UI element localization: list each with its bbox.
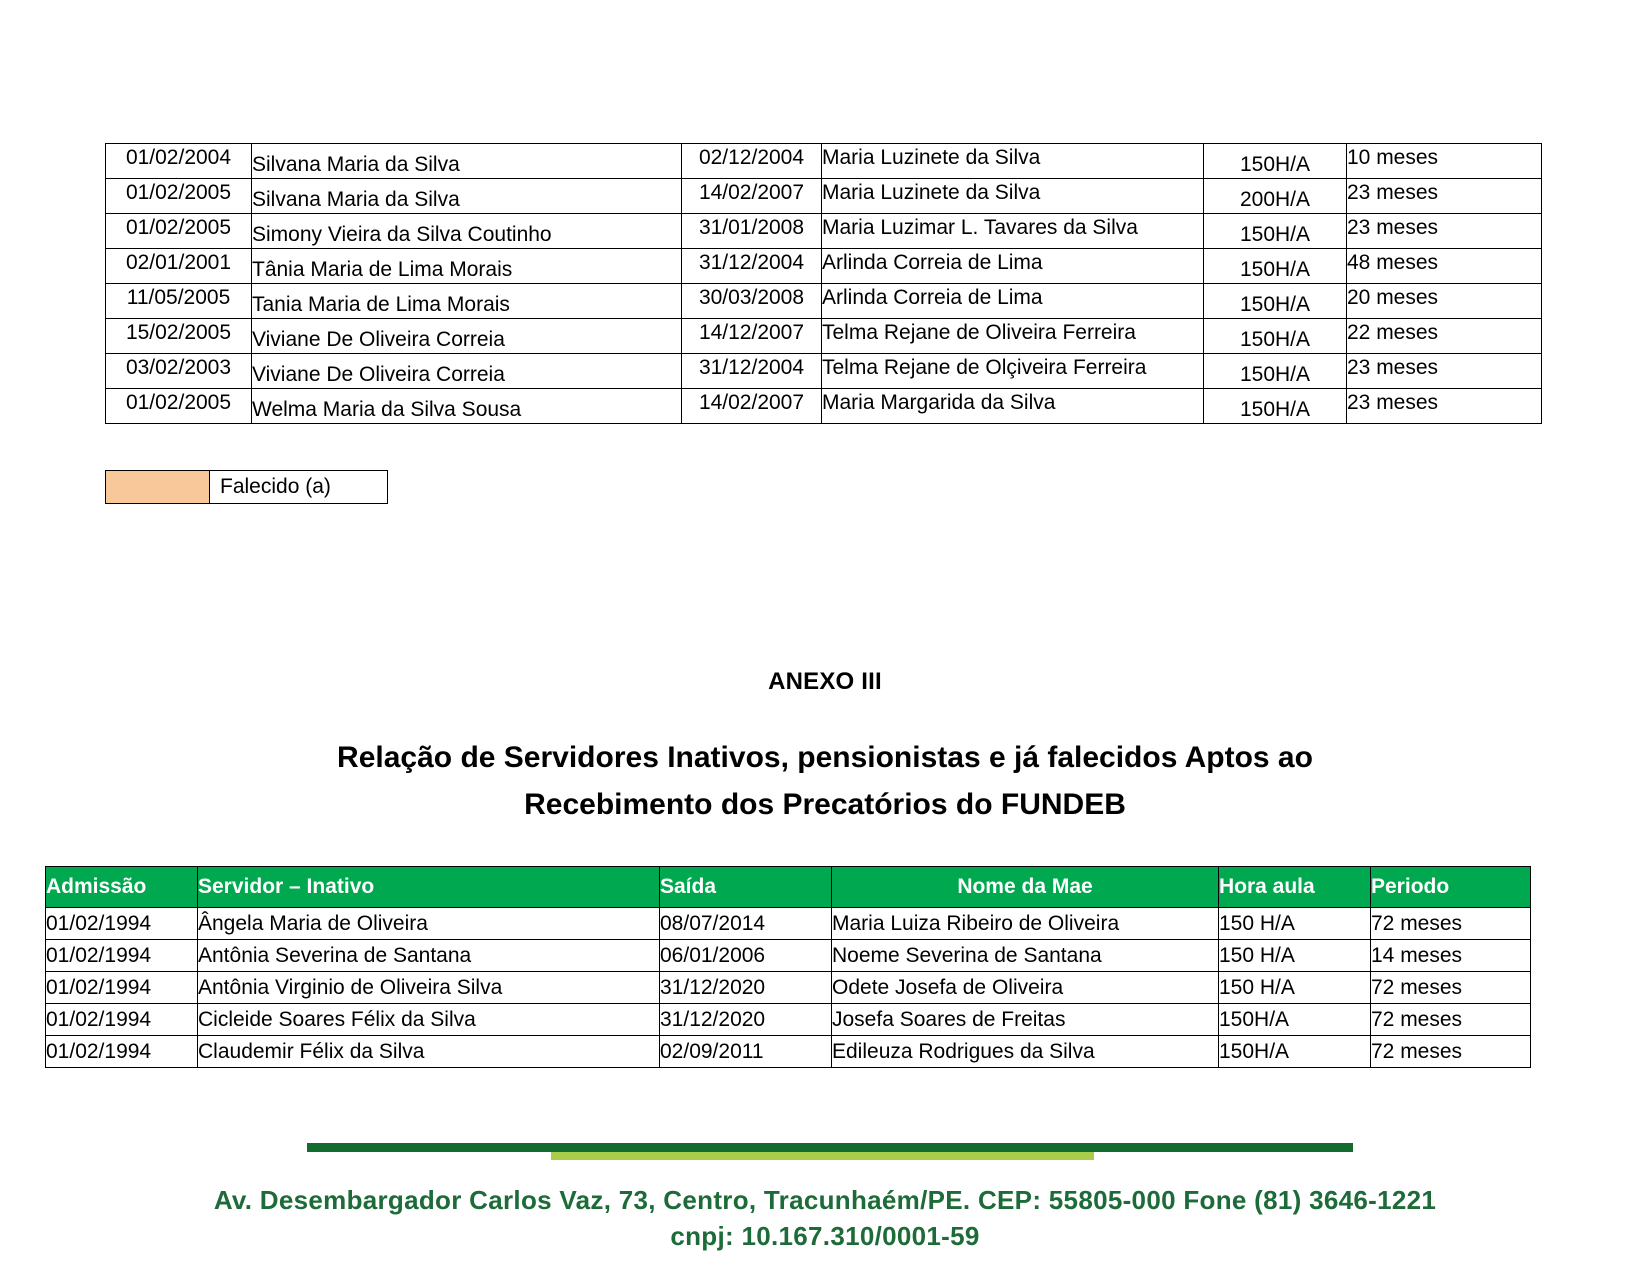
cell-servidor: Ângela Maria de Oliveira [198, 908, 660, 940]
cell-saida: 06/01/2006 [660, 940, 832, 972]
table-row [46, 940, 1531, 972]
cell-periodo: 22 meses [1347, 319, 1542, 354]
cell-admissao: 01/02/1994 [46, 972, 198, 1004]
table-top [105, 143, 1542, 424]
cell-admissao: 02/01/2001 [106, 249, 252, 284]
cell-hora-aula: 150H/A [1204, 389, 1347, 424]
cell-admissao: 01/02/1994 [46, 908, 198, 940]
footer-address: Av. Desembargador Carlos Vaz, 73, Centro, Tracunhaém/PE. CEP: 55805-000 Fone (81) 3646-1221 [213, 1185, 1437, 1215]
column-header-nome-da-mae: Nome da Mae [832, 867, 1219, 908]
cell-mae: Arlinda Correia de Lima [822, 284, 1204, 319]
cell-hora-aula: 150 H/A [1219, 972, 1371, 1004]
cell-hora-aula: 150H/A [1204, 319, 1347, 354]
cell-periodo: 14 meses [1371, 940, 1531, 972]
cell-hora-aula: 150H/A [1219, 1004, 1371, 1036]
cell-mae: Edileuza Rodrigues da Silva [832, 1036, 1219, 1068]
cell-servidor: Silvana Maria da Silva [252, 144, 682, 179]
cell-saida: 31/12/2004 [682, 354, 822, 389]
cell-periodo: 72 meses [1371, 1036, 1531, 1068]
footer-cnpj: cnpj: 10.167.310/0001-59 [670, 1221, 980, 1251]
cell-hora-aula: 150H/A [1204, 284, 1347, 319]
cell-admissao: 01/02/1994 [46, 940, 198, 972]
cell-admissao: 01/02/1994 [46, 1036, 198, 1068]
servidores-continuation-table [105, 143, 1541, 424]
cell-mae: Odete Josefa de Oliveira [832, 972, 1219, 1004]
table-row [106, 179, 1542, 214]
header-row [46, 867, 1531, 908]
legend-falecido [105, 470, 388, 504]
column-header-saida: Saída [660, 867, 832, 908]
table-bottom-body [46, 908, 1531, 1068]
cell-hora-aula: 150H/A [1219, 1036, 1371, 1068]
column-header-periodo: Periodo [1371, 867, 1531, 908]
cell-servidor: Viviane De Oliveira Correia [252, 354, 682, 389]
footer-bar-light [551, 1152, 1094, 1160]
table-bottom [45, 866, 1531, 1068]
cell-mae: Josefa Soares de Freitas [832, 1004, 1219, 1036]
cell-admissao: 01/02/2005 [106, 179, 252, 214]
cell-hora-aula: 150 H/A [1219, 940, 1371, 972]
table-row [46, 1036, 1531, 1068]
table-row [46, 908, 1531, 940]
legend-color-swatch [106, 471, 210, 503]
cell-mae: Noeme Severina de Santana [832, 940, 1219, 972]
cell-saida: 31/12/2020 [660, 972, 832, 1004]
cell-saida: 02/09/2011 [660, 1036, 832, 1068]
cell-periodo: 72 meses [1371, 908, 1531, 940]
cell-saida: 14/12/2007 [682, 319, 822, 354]
column-header-servidor-inativo: Servidor – Inativo [198, 867, 660, 908]
table-bottom-header [46, 867, 1531, 908]
cell-periodo: 23 meses [1347, 389, 1542, 424]
page-title-anexo: ANEXO III [768, 668, 882, 695]
cell-servidor: Simony Vieira da Silva Coutinho [252, 214, 682, 249]
cell-servidor: Silvana Maria da Silva [252, 179, 682, 214]
servidores-inativos-table [45, 866, 1530, 1068]
cell-periodo: 48 meses [1347, 249, 1542, 284]
cell-admissao: 11/05/2005 [106, 284, 252, 319]
cell-periodo: 10 meses [1347, 144, 1542, 179]
cell-saida: 14/02/2007 [682, 179, 822, 214]
cell-periodo: 23 meses [1347, 354, 1542, 389]
cell-hora-aula: 150H/A [1204, 354, 1347, 389]
table-row [106, 389, 1542, 424]
cell-admissao: 03/02/2003 [106, 354, 252, 389]
cell-servidor: Welma Maria da Silva Sousa [252, 389, 682, 424]
cell-mae: Telma Rejane de Olçiveira Ferreira [822, 354, 1204, 389]
cell-hora-aula: 150H/A [1204, 214, 1347, 249]
table-row [46, 972, 1531, 1004]
column-header-admissao: Admissão [46, 867, 198, 908]
cell-mae: Maria Luzinete da Silva [822, 144, 1204, 179]
cell-saida: 14/02/2007 [682, 389, 822, 424]
cell-periodo: 72 meses [1371, 1004, 1531, 1036]
cell-mae: Telma Rejane de Oliveira Ferreira [822, 319, 1204, 354]
table-top-body [106, 144, 1542, 424]
cell-servidor: Cicleide Soares Félix da Silva [198, 1004, 660, 1036]
cell-admissao: 01/02/1994 [46, 1004, 198, 1036]
cell-hora-aula: 150H/A [1204, 249, 1347, 284]
cell-mae: Maria Luiza Ribeiro de Oliveira [832, 908, 1219, 940]
cell-servidor: Claudemir Félix da Silva [198, 1036, 660, 1068]
table-row [106, 144, 1542, 179]
cell-mae: Maria Luzinete da Silva [822, 179, 1204, 214]
cell-saida: 08/07/2014 [660, 908, 832, 940]
footer-bar-dark [307, 1143, 1353, 1152]
cell-servidor: Viviane De Oliveira Correia [252, 319, 682, 354]
table-row [106, 284, 1542, 319]
cell-admissao: 01/02/2005 [106, 214, 252, 249]
cell-periodo: 20 meses [1347, 284, 1542, 319]
cell-hora-aula: 150 H/A [1219, 908, 1371, 940]
cell-mae: Arlinda Correia de Lima [822, 249, 1204, 284]
cell-mae: Maria Luzimar L. Tavares da Silva [822, 214, 1204, 249]
cell-periodo: 72 meses [1371, 972, 1531, 1004]
table-row [106, 319, 1542, 354]
table-row [106, 354, 1542, 389]
cell-servidor: Antônia Severina de Santana [198, 940, 660, 972]
cell-servidor: Tania Maria de Lima Morais [252, 284, 682, 319]
cell-admissao: 01/02/2004 [106, 144, 252, 179]
legend-label: Falecido (a) [220, 475, 331, 498]
page-subtitle: Relação de Servidores Inativos, pensionistas e já falecidos Aptos ao Recebimento dos Precatórios do FUNDEB [337, 741, 1313, 821]
cell-servidor: Tânia Maria de Lima Morais [252, 249, 682, 284]
cell-saida: 31/01/2008 [682, 214, 822, 249]
cell-admissao: 15/02/2005 [106, 319, 252, 354]
cell-saida: 30/03/2008 [682, 284, 822, 319]
cell-hora-aula: 150H/A [1204, 144, 1347, 179]
cell-admissao: 01/02/2005 [106, 389, 252, 424]
cell-saida: 31/12/2020 [660, 1004, 832, 1036]
cell-saida: 31/12/2004 [682, 249, 822, 284]
cell-mae: Maria Margarida da Silva [822, 389, 1204, 424]
table-row [106, 214, 1542, 249]
cell-periodo: 23 meses [1347, 179, 1542, 214]
column-header-hora-aula: Hora aula [1219, 867, 1371, 908]
cell-periodo: 23 meses [1347, 214, 1542, 249]
cell-servidor: Antônia Virginio de Oliveira Silva [198, 972, 660, 1004]
table-row [46, 1004, 1531, 1036]
cell-saida: 02/12/2004 [682, 144, 822, 179]
cell-hora-aula: 200H/A [1204, 179, 1347, 214]
table-row [106, 249, 1542, 284]
